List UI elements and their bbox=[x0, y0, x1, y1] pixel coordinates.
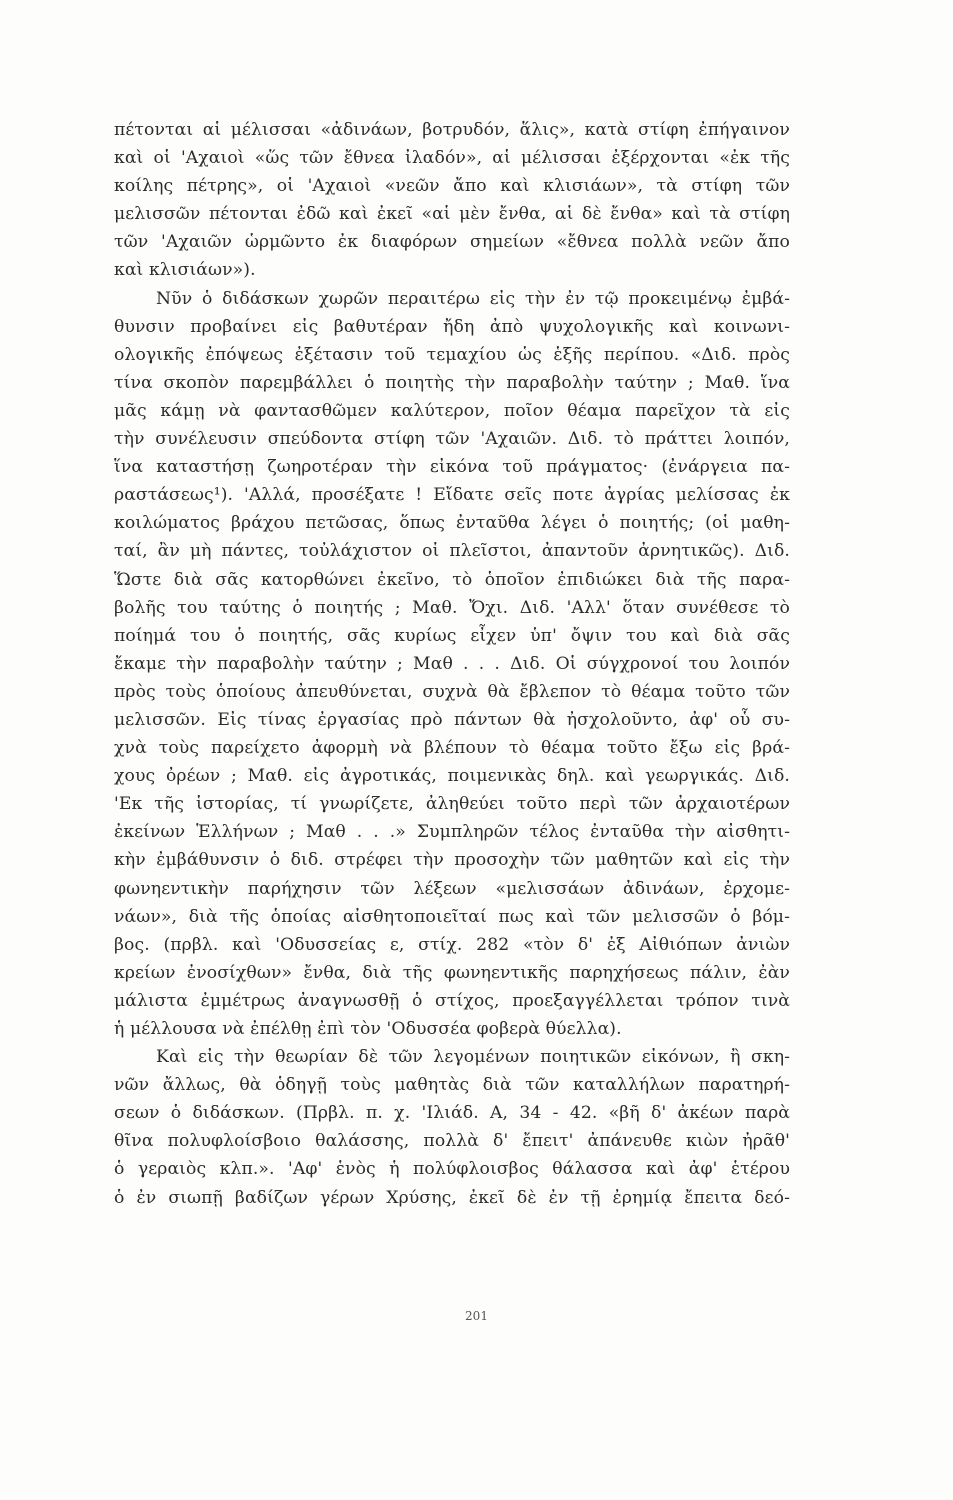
text-line: μελισσῶν. Εἰς τίνας ἐργασίας πρὸ πάντων θὰ ἠσχολοῦντο, ἀφ' οὗ συ- bbox=[114, 709, 790, 730]
text-line: Ὥστε διὰ σᾶς κατορθώνει ἐκεῖνο, τὸ ὁποῖον ἐπιδιώκει διὰ τῆς παρα- bbox=[114, 569, 790, 590]
text-line: καὶ οἱ 'Αχαιοὶ «ὥς τῶν ἔθνεα ἰλαδόν», αἱ μέλισσαι ἐξέρχονται «ἐκ τῆς bbox=[114, 148, 790, 169]
text-line: ἐκείνων Ἑλλήνων ; Μαθ . . .» Συμπληρῶν τέλος ἐνταῦθα τὴν αἰσθητι- bbox=[114, 822, 790, 843]
text-line: κὴν ἐμβάθυνσιν ὁ διδ. στρέφει τὴν προσοχὴν τῶν μαθητῶν καὶ εἰς τὴν bbox=[114, 850, 790, 871]
body-text bbox=[114, 116, 790, 1212]
text-line: νάων», διὰ τῆς ὁποίας αἰσθητοποιεῖταί πως καὶ τῶν μελισσῶν ὁ βόμ- bbox=[114, 906, 790, 927]
text-line: ταί, ἂν μὴ πάντες, τοὐλάχιστον οἱ πλεῖστοι, ἀπαντοῦν ἀρνητικῶς). Διδ. bbox=[114, 541, 790, 562]
paragraph-start-line: Καὶ εἰς τὴν θεωρίαν δὲ τῶν λεγομένων ποιητικῶν εἰκόνων, ἢ σκη- bbox=[156, 1047, 790, 1068]
text-line: ραστάσεως¹). 'Αλλά, προσέξατε ! Εἴδατε σεῖς ποτε ἀγρίας μελίσσας ἐκ bbox=[114, 485, 790, 506]
text-line: ποίημά του ὁ ποιητής, σᾶς κυρίως εἶχεν ὑπ' ὄψιν του καὶ διὰ σᾶς bbox=[114, 625, 790, 646]
text-line: πρὸς τοὺς ὁποίους ἀπευθύνεται, συχνὰ θὰ ἔβλεπον τὸ θέαμα τοῦτο τῶν bbox=[114, 681, 790, 702]
text-line: τίνα σκοπὸν παρεμβάλλει ὁ ποιητὴς τὴν παραβολὴν ταύτην ; Μαθ. ἵνα bbox=[114, 372, 790, 393]
text-line: ἵνα καταστήσῃ ζωηροτέραν τὴν εἰκόνα τοῦ πράγματος· (ἐνάργεια πα- bbox=[114, 457, 790, 478]
text-line: μάλιστα ἐμμέτρως ἀναγνωσθῇ ὁ στίχος, προεξαγγέλλεται τρόπον τινὰ bbox=[114, 990, 790, 1011]
text-line: μᾶς κάμῃ νὰ φαντασθῶμεν καλύτερον, ποῖον θέαμα παρεῖχον τὰ εἰς bbox=[114, 400, 790, 421]
text-line: θῖνα πολυφλοίσβοιο θαλάσσης, πολλὰ δ' ἔπειτ' ἀπάνευθε κιὼν ἠρᾶθ' bbox=[114, 1131, 790, 1152]
text-line: ὁ ἐν σιωπῇ βαδίζων γέρων Χρύσης, ἐκεῖ δὲ ἐν τῇ ἐρημίᾳ ἔπειτα δεό- bbox=[114, 1187, 790, 1208]
text-line: 'Εκ τῆς ἱστορίας, τί γνωρίζετε, ἀληθεύει τοῦτο περὶ τῶν ἀρχαιοτέρων bbox=[114, 794, 790, 815]
text-line: ὁ γεραιὸς κλπ.». 'Αφ' ἑνὸς ἡ πολύφλοισβος θάλασσα καὶ ἀφ' ἑτέρου bbox=[114, 1159, 790, 1180]
paragraph-start-line: Νῦν ὁ διδάσκων χωρῶν περαιτέρω εἰς τὴν ἐν τῷ προκειμένῳ ἐμβά- bbox=[156, 288, 790, 309]
text-line: σεων ὁ διδάσκων. (Πρβλ. π. χ. 'Ιλιάδ. Α, 34 - 42. «βῆ δ' ἀκέων παρὰ bbox=[114, 1103, 790, 1124]
text-line: κρείων ἐνοσίχθων» ἔνθα, διὰ τῆς φωνηεντικῆς παρηχήσεως πάλιν, ἐὰν bbox=[114, 962, 790, 983]
text-line: βολῆς του ταύτης ὁ ποιητής ; Μαθ. Ὄχι. Διδ. 'Αλλ' ὅταν συνέθεσε τὸ bbox=[114, 597, 790, 618]
text-line: ἡ μέλλουσα νὰ ἐπέλθῃ ἐπὶ τὸν 'Οδυσσέα φοβερὰ θύελλα). bbox=[114, 1019, 622, 1039]
text-line: φωνηεντικὴν παρήχησιν τῶν λέξεων «μελισσάων ἀδινάων, ἐρχομε- bbox=[114, 878, 790, 899]
text-line: βος. (πρβλ. καὶ 'Οδυσσείας ε, στίχ. 282 «τὸν δ' ἐξ Αἰθιόπων ἀνιὼν bbox=[114, 934, 790, 955]
text-line: ἔκαμε τὴν παραβολὴν ταύτην ; Μαθ . . . Διδ. Οἱ σύγχρονοί του λοιπόν bbox=[114, 653, 790, 674]
text-line: μελισσῶν πέτονται ἐδῶ καὶ ἐκεῖ «αἱ μὲν ἔνθα, αἱ δὲ ἔνθα» καὶ τὰ στίφη bbox=[114, 204, 790, 225]
text-line: τῶν 'Αχαιῶν ὡρμῶντο ἐκ διαφόρων σημείων «ἔθνεα πολλὰ νεῶν ἄπο bbox=[114, 232, 790, 253]
text-line: ολογικῆς ἐπόψεως ἐξέτασιν τοῦ τεμαχίου ὡς ἑξῆς περίπου. «Διδ. πρὸς bbox=[114, 344, 790, 365]
page-number: 201 bbox=[465, 1309, 488, 1323]
text-line: κοιλώματος βράχου πετῶσας, ὅπως ἐνταῦθα λέγει ὁ ποιητής; (οἱ μαθη- bbox=[114, 513, 790, 534]
text-line: πέτονται αἱ μέλισσαι «ἀδινάων, βοτρυδόν, ἅλις», κατὰ στίφη ἐπήγαινον bbox=[114, 120, 790, 140]
text-line: νῶν ἄλλως, θὰ ὁδηγῇ τοὺς μαθητὰς διὰ τῶν καταλλήλων παρατηρή- bbox=[114, 1075, 790, 1096]
text-line: κοίλης πέτρης», οἱ 'Αχαιοὶ «νεῶν ἄπο καὶ κλισιάων», τὰ στίφη τῶν bbox=[114, 176, 790, 197]
text-line: χους ὀρέων ; Μαθ. εἰς ἀγροτικάς, ποιμενικὰς δηλ. καὶ γεωργικάς. Διδ. bbox=[114, 766, 790, 787]
text-line: καὶ κλισιάων»). bbox=[114, 260, 256, 281]
text-line: χνὰ τοὺς παρείχετο ἀφορμὴ νὰ βλέπουν τὸ θέαμα τοῦτο ἔξω εἰς βρά- bbox=[114, 738, 790, 759]
text-line: θυνσιν προβαίνει εἰς βαθυτέραν ἤδη ἀπὸ ψυχολογικῆς καὶ κοινωνι- bbox=[114, 316, 790, 337]
text-line: τὴν συνέλευσιν σπεύδοντα στίφη τῶν 'Αχαιῶν. Διδ. τὸ πράττει λοιπόν, bbox=[114, 429, 790, 450]
